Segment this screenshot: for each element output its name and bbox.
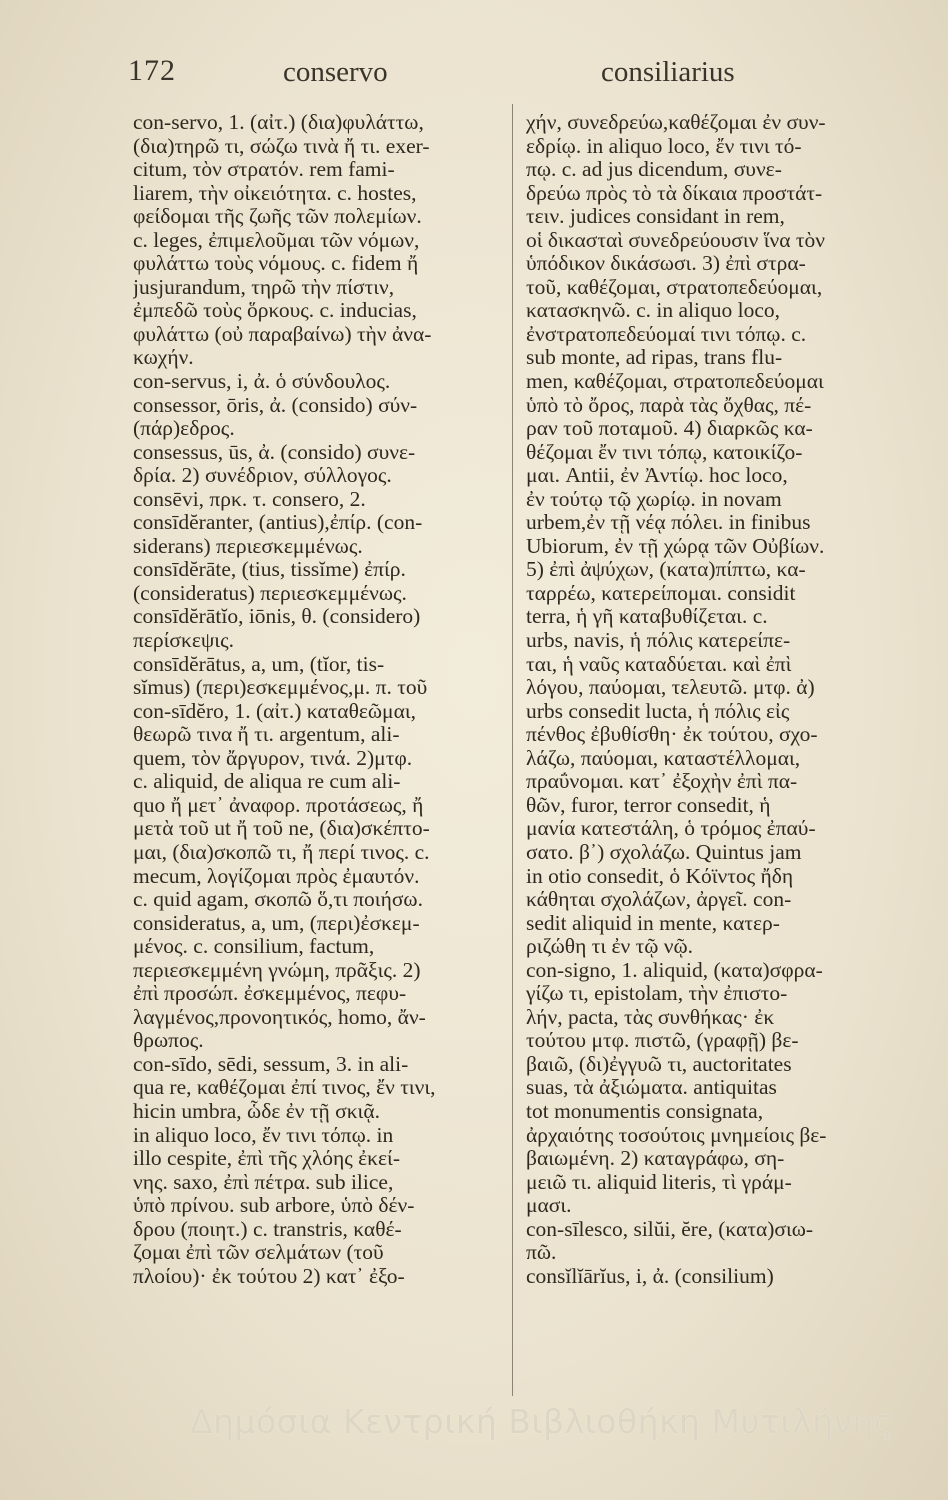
entry-line: ὑπόδικον δικάσωσι. 3) ἐπὶ στρα- (526, 252, 806, 276)
right-column (526, 111, 888, 1288)
entry-line: mecum, λογίζομαι πρὸς ἐμαυτόν. (133, 864, 420, 888)
entry-line: ἐπὶ προσώπ. ἐσκεμμένος, πεφυ- (133, 982, 407, 1006)
entry-line: consĭlĭārĭus, i, ἀ. (consilium) (526, 1264, 774, 1288)
entry-line: jusjurandum, τηρῶ τὴν πίστιν, (133, 275, 395, 299)
entry-line: sedit aliquid in mente, κατερ- (526, 911, 780, 935)
entry-line: θέζομαι ἔν τινι τόπῳ, κατοικίζο- (526, 440, 803, 464)
entry-line: Ubiorum, ἐν τῇ χώρᾳ τῶν Οὐβίων. (526, 534, 825, 558)
entry-line: τοῦ, καθέζομαι, στρατοπεδεύομαι, (526, 275, 823, 299)
entry-line: δρεύω πρὸς τὸ τὰ δίκαια προστάτ- (526, 181, 823, 205)
entry-line: qua re, καθέζομαι ἐπί τινος, ἔν τινι, (133, 1076, 436, 1100)
entry-line: ζομαι ἐπὶ τῶν σελμάτων (τοῦ (133, 1241, 384, 1265)
entry-line: πένθος ἐβυθίσθη· ἐκ τούτου, σχο- (526, 723, 818, 747)
entry-line: εδρίῳ. in aliquo loco, ἔν τινι τό- (526, 134, 802, 158)
entry-line: μετὰ τοῦ ut ἤ τοῦ ne, (δια)σκέπτο- (133, 817, 430, 841)
entry-line: ἐμπεδῶ τοὺς ὅρκους. c. inducias, (133, 299, 417, 323)
entry-line: citum, τὸν στρατόν. rem fami- (133, 158, 395, 182)
entry-line: (consideratus) περιεσκεμμένως. (133, 581, 407, 605)
page-number: 172 (128, 54, 176, 87)
entry-line: consideratus, a, um, (περι)ἐσκεμ- (133, 911, 420, 935)
entry-line: οἱ δικασταὶ συνεδρεύουσιν ἵνα τὸν (526, 228, 826, 252)
entry-line: λήν, pacta, τὰς συνθήκας· ἐκ (526, 1005, 775, 1029)
entry-line: urbs consedit lucta, ἡ πόλις εἰς (526, 699, 790, 723)
entry-line: con-signo, 1. aliquid, (κατα)σφρα- (526, 958, 823, 982)
entry-line: in aliquo loco, ἔν τινι τόπῳ. in (133, 1123, 394, 1147)
entry-line: consīdĕranter, (antius),ἐπίρ. (con- (133, 511, 423, 535)
entry-line: ἐν τούτῳ τῷ χωρίῳ. in novam (526, 487, 782, 511)
entry-line: νης. saxo, ἐπὶ πέτρα. sub ilice, (133, 1170, 394, 1194)
entry-line: suas, τὰ ἀξιώματα. antiquitas (526, 1076, 777, 1100)
entry-line: ἐνστρατοπεδεύομαί τινι τόπῳ. c. (526, 322, 807, 346)
entry-line: λαγμένος,προνοητικός, homo, ἄν- (133, 1005, 426, 1029)
column-divider (512, 104, 513, 1396)
entry-line: ἀρχαιότης τοσούτοις μνημείοις βε- (526, 1123, 827, 1147)
entry-line: περιεσκεμμένη γνώμη, πρᾶξις. 2) (133, 958, 421, 982)
entry-line: sĭmus) (περι)εσκεμμένος,μ. π. τοῦ (133, 676, 428, 700)
entry-line: ραν τοῦ ποταμοῦ. 4) διαρκῶς κα- (526, 417, 813, 441)
entry-line: consēvi, πρκ. τ. consero, 2. (133, 487, 366, 511)
entry-line: θεωρῶ τινα ἤ τι. argentum, ali- (133, 723, 400, 747)
entry-line: con-sīdo, sēdi, sessum, 3. in ali- (133, 1052, 409, 1076)
entry-line: πῶ. (526, 1241, 557, 1265)
right-guide-word: consiliarius (601, 56, 735, 88)
entry-line: quo ἤ μετ᾽ ἀναφορ. προτάσεως, ἤ (133, 793, 424, 817)
entry-line: c. aliquid, de aliqua re cum ali- (133, 770, 401, 794)
entry-line: ριζώθη τι ἐν τῷ νῷ. (526, 935, 694, 959)
left-column (133, 111, 495, 1288)
entry-line: urbs, navis, ἡ πόλις κατερείπε- (526, 629, 791, 653)
entry-line: con-sīdĕro, 1. (αἰτ.) καταθεῶμαι, (133, 699, 416, 723)
entry-line: θρωπος. (133, 1029, 204, 1053)
entry-line: λάζω, παύομαι, καταστέλλομαι, (526, 746, 801, 770)
entry-line: λόγου, παύομαι, τελευτῶ. μτφ. ἀ) (526, 676, 815, 700)
entry-line: δρία. 2) συνέδριον, σύλλογος. (133, 464, 392, 488)
entry-line: c. leges, ἐπιμελοῦμαι τῶν νόμων, (133, 228, 420, 252)
entry-line: liarem, τὴν οἰκειότητα. c. hostes, (133, 181, 417, 205)
library-watermark: Δημόσια Κεντρική Βιβλιοθήκη Μυτιλήνης (190, 1402, 894, 1441)
entry-line: tot monumentis consignata, (526, 1099, 764, 1123)
entry-line: σατο. β᾽) σχολάζω. Quintus jam (526, 840, 802, 864)
entry-line: quem, τὸν ἄργυρον, τινά. 2)μτφ. (133, 746, 413, 770)
entry-line: βαιῶ, (δι)ἐγγυῶ τι, auctoritates (526, 1052, 792, 1076)
entry-line: men, καθέζομαι, στρατοπεδεύομαι (526, 370, 824, 394)
entry-line: ὑπὸ τὸ ὄρος, παρὰ τὰς ὄχθας, πέ- (526, 393, 812, 417)
entry-line: ται, ἡ ναῦς καταδύεται. καὶ ἐπὶ (526, 652, 792, 676)
entry-line: θῶν, furor, terror consedit, ἡ (526, 793, 771, 817)
entry-line: πλοίου)· ἐκ τούτου 2) κατ᾽ ἐξο- (133, 1264, 405, 1288)
entry-line: τούτου μτφ. πιστῶ, (γραφῇ) βε- (526, 1029, 799, 1053)
entry-line: πῳ. c. ad jus dicendum, συνε- (526, 158, 782, 182)
entry-line: urbem,ἐν τῇ νέᾳ πόλει. in finibus (526, 511, 811, 535)
entry-line: μένος. c. consilium, factum, (133, 935, 375, 959)
entry-line: δρου (ποιητ.) c. transtris, καθέ- (133, 1217, 402, 1241)
entry-line: κατασκηνῶ. c. in aliquo loco, (526, 299, 781, 323)
entry-line: hicin umbra, ὧδε ἐν τῇ σκιᾷ. (133, 1099, 380, 1123)
entry-line: con-servo, 1. (αἰτ.) (δια)φυλάττω, (133, 111, 424, 134)
entry-line: μαι, (δια)σκοπῶ τι, ἤ περί τινος. c. (133, 840, 430, 864)
entry-line: τειν. judices considant in rem, (526, 205, 785, 229)
entry-line: (πάρ)εδρος. (133, 417, 235, 441)
entry-line: con-servus, i, ἀ. ὁ σύνδουλος. (133, 370, 391, 394)
entry-line: terra, ἡ γῆ καταβυθίζεται. c. (526, 605, 768, 629)
left-guide-word: conservo (283, 56, 388, 88)
entry-line: consīdĕrāte, (tius, tissĭme) ἐπίρ. (133, 558, 406, 582)
entry-line: (δια)τηρῶ τι, σώζω τινὰ ἤ τι. exer- (133, 134, 430, 158)
entry-line: consīdĕrātus, a, um, (tĭor, tis- (133, 652, 385, 676)
entry-line: γίζω τι, epistolam, τὴν ἐπιστο- (526, 982, 788, 1006)
entry-line: 5) ἐπὶ ἀψύχων, (κατα)πίπτω, κα- (526, 558, 806, 582)
entry-line: πραΰνομαι. κατ᾽ ἐξοχὴν ἐπὶ πα- (526, 770, 798, 794)
entry-line: c. quid agam, σκοπῶ ὅ,τι ποιήσω. (133, 888, 423, 912)
entry-line: περίσκεψις. (133, 629, 234, 653)
entry-line: ταρρέω, κατερείπομαι. considit (526, 581, 796, 605)
entry-line: μανία κατεστάλη, ὁ τρόμος ἐπαύ- (526, 817, 816, 841)
entry-line: χήν, συνεδρεύω,καθέζομαι ἐν συν- (526, 111, 826, 134)
entry-line: φυλάττω τοὺς νόμους. c. fidem ἤ (133, 252, 419, 276)
entry-line: consessus, ūs, ἀ. (consido) συνε- (133, 440, 416, 464)
entry-line: φείδομαι τῆς ζωῆς τῶν πολεμίων. (133, 205, 422, 229)
entry-line: φυλάττω (οὐ παραβαίνω) τὴν ἀνα- (133, 322, 432, 346)
entry-line: in otio consedit, ὁ Κόϊντος ἤδη (526, 864, 794, 888)
page-header (128, 50, 818, 90)
entry-line: μασι. (526, 1194, 572, 1218)
entry-line: consessor, ōris, ἀ. (consido) σύν- (133, 393, 418, 417)
entry-line: μειῶ τι. aliquid literis, τὶ γράμ- (526, 1170, 792, 1194)
entry-line: siderans) περιεσκεμμένως. (133, 534, 363, 558)
entry-line: βαιωμένη. 2) καταγράφω, ση- (526, 1147, 785, 1171)
entry-line: κάθηται σχολάζων, ἀργεῖ. con- (526, 888, 792, 912)
entry-line: ὑπὸ πρίνου. sub arbore, ὑπὸ δέν- (133, 1194, 415, 1218)
entry-line: illo cespite, ἐπὶ τῆς χλόης ἐκεί- (133, 1147, 400, 1171)
entry-line: consīdĕrātĭo, iōnis, θ. (considero) (133, 605, 421, 629)
entry-line: con-sīlesco, silŭi, ĕre, (κατα)σιω- (526, 1217, 814, 1241)
entry-line: κωχήν. (133, 346, 194, 370)
entry-line: sub monte, ad ripas, trans flu- (526, 346, 783, 370)
entry-line: μαι. Antii, ἐν Ἀντίῳ. hoc loco, (526, 464, 788, 488)
